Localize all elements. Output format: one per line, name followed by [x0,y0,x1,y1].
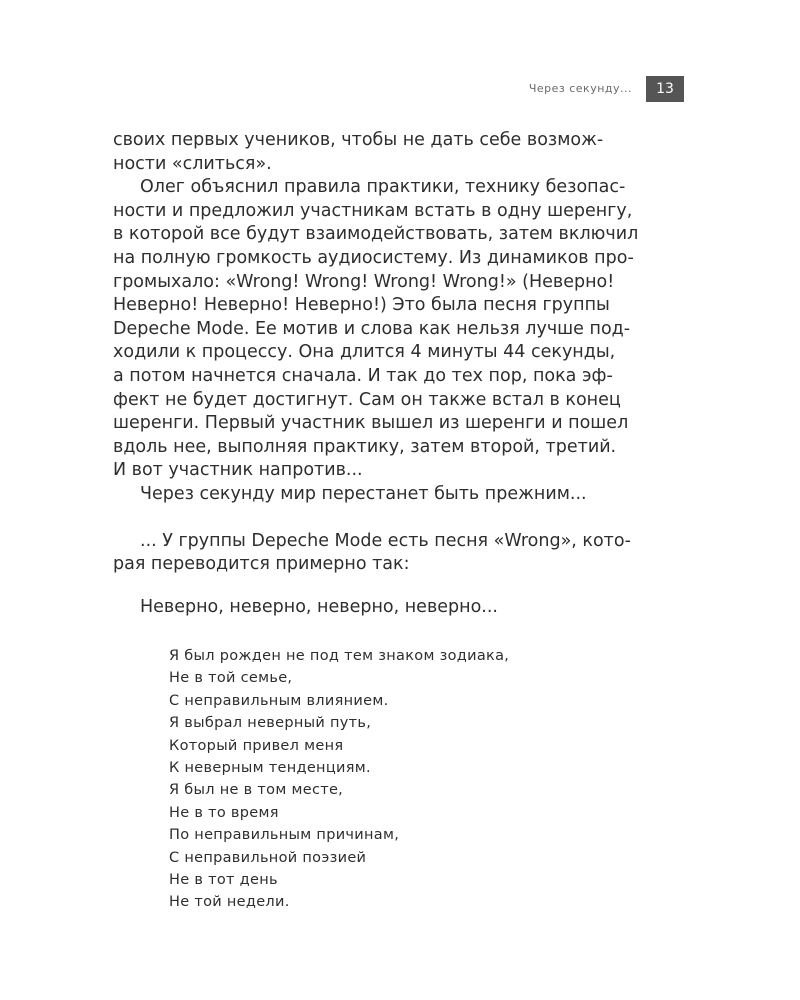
text-line: Неверно! Неверно! Неверно!) Это была песня группы [113,295,610,316]
poem-line: Я был не в том месте, [169,782,344,799]
text-line: ности и предложил участникам встать в одну шеренгу, [113,200,633,221]
paragraph-gap [113,507,693,530]
text-line: а потом начнется сначала. И так до тех пор, пока эф- [113,365,613,386]
text-line: Олег объяснил правила практики, технику безопас- [140,177,626,198]
text-line: вдоль нее, выполняя практику, затем второй, третий. [113,436,617,457]
poem-line: Не в той семье, [169,670,293,687]
poem-line: Не той недели. [169,894,290,911]
poem-line: Который привел меня [169,737,344,754]
poem-line: Не в то время [169,804,279,821]
text-line: на полную громкость аудиосистему. Из динамиков про- [113,247,634,268]
poem-line: К неверным тенденциям. [169,759,371,776]
poem-line: С неправильным влиянием. [169,692,389,709]
text-line: шеренги. Первый участник вышел из шеренги и пошел [113,413,629,434]
poem-line: Я выбрал неверный путь, [169,715,372,732]
text-line: фект не будет достигнут. Сам он также встал в конец [113,389,621,410]
text-line: И вот участник напротив... [113,460,363,481]
poem-line: По неправильным причинам, [169,827,400,844]
page-number: 13 [646,76,684,102]
poem-line: Не в тот день [169,871,278,888]
text-line: ности «слиться». [113,153,272,174]
text-line: ходили к процессу. Она длится 4 минуты 44 секунды, [113,342,616,363]
page-header [0,76,800,102]
poem-block [169,645,669,914]
running-title: Через секунду... [528,82,632,95]
text-line: Depeche Mode. Ее мотив и слова как нельзя лучше под- [113,318,631,339]
poem-line: С неправильной поэзией [169,849,367,866]
body-text [113,129,693,619]
refrain-line: Неверно, неверно, неверно, неверно... [140,596,498,617]
text-line: своих первых учеников, чтобы не дать себе возмож- [113,130,604,150]
text-line: рая переводится примерно так: [113,554,410,575]
poem-line: Я был рожден не под тем знаком зодиака, [169,648,510,664]
text-line: громыхало: «Wrong! Wrong! Wrong! Wrong!» (Неверно! [113,271,615,292]
text-line: Через секунду мир перестанет быть прежним... [140,483,587,504]
text-line: в которой все будут взаимодействовать, затем включил [113,224,639,245]
text-line: ... У группы Depeche Mode есть песня «Wrong», кото- [140,530,631,551]
